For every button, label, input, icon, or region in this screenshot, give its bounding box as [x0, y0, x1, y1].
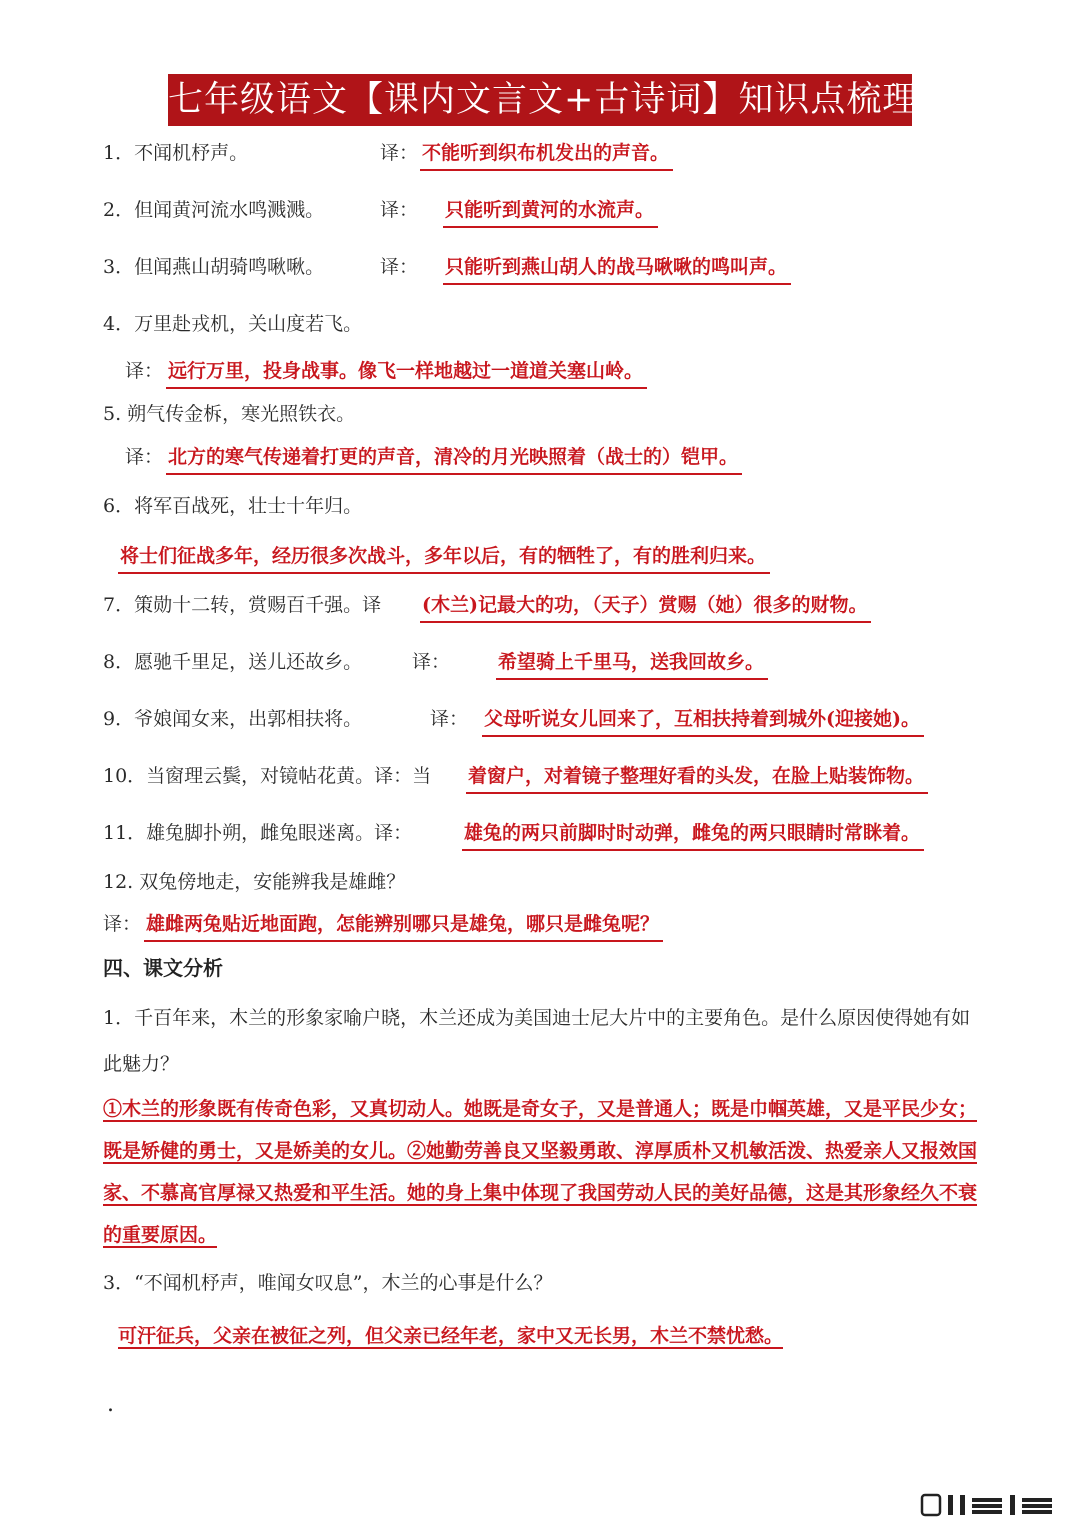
stray-dot: .: [107, 1392, 114, 1417]
question-4: 4．万里赴戎机，关山度若飞。: [103, 313, 363, 335]
question-2: 2．但闻黄河流水鸣溅溅。: [103, 199, 325, 221]
analysis-answer-3-text: 可汗征兵，父亲在被征之列，但父亲已经年老，家中又无长男，木兰不禁忧愁。: [118, 1325, 784, 1347]
page-title: 七年级语文【课内文言文+古诗词】知识点梳理: [168, 74, 912, 126]
answer-5: 北方的寒气传递着打更的声音，清冷的月光映照着（战士的）铠甲。: [166, 443, 742, 475]
answer-9: 父母听说女儿回来了，互相扶持着到城外(迎接她)。: [482, 705, 924, 737]
answer-11: 雄兔的两只前脚时时动弹，雌兔的两只眼睛时常眯着。: [462, 819, 924, 851]
section-heading: 四、课文分析: [103, 956, 223, 980]
analysis-answer-1: [103, 1088, 979, 1256]
translation-label: 译：: [380, 256, 419, 278]
question-12: 12. 双兔傍地走，安能辨我是雄雌？: [103, 871, 406, 893]
watermark-icon: [920, 1492, 1060, 1518]
analysis-answer-1-text: ①木兰的形象既有传奇色彩，又真切动人。她既是奇女子，又是普通人；既是巾帼英雄，又是平民少女；既是矫健的勇士，又是娇美的女儿。②她勤劳善良又坚毅勇敢、淳厚质朴又机敏活泼、热爱亲人又报效国家、不慕高官厚禄又热爱和平生活。她的身上集中体现了我国劳动人民的美好品德，这是其形象经久不衰的重要原因。: [103, 1098, 978, 1246]
question-9: 9．爷娘闻女来，出郭相扶将。: [103, 708, 363, 730]
translation-label: 译：: [380, 142, 419, 164]
answer-4: 远行万里，投身战事。像飞一样地越过一道道关塞山岭。: [166, 357, 647, 389]
answer-7: (木兰)记最大的功，（天子）赏赐（她）很多的财物。: [420, 591, 871, 623]
answer-6: 将士们征战多年，经历很多次战斗，多年以后，有的牺牲了，有的胜利归来。: [118, 542, 770, 574]
translation-label: 译：: [430, 708, 469, 730]
answer-8: 希望骑上千里马，送我回故乡。: [496, 648, 768, 680]
question-6: 6．将军百战死，壮士十年归。: [103, 495, 363, 517]
question-11: 11．雄兔脚扑朔，雌兔眼迷离。译：: [103, 822, 413, 844]
question-5: 5. 朔气传金柝，寒光照铁衣。: [103, 403, 356, 425]
analysis-question-3: 3．“不闻机杼声，唯闻女叹息”，木兰的心事是什么？: [103, 1272, 553, 1294]
answer-2: 只能听到黄河的水流声。: [443, 196, 658, 228]
analysis-answer-3: [118, 1315, 978, 1357]
answer-1: 不能听到织布机发出的声音。: [420, 139, 673, 171]
translation-label: 译：: [125, 360, 164, 382]
answer-12: 雄雌两兔贴近地面跑，怎能辨别哪只是雄兔，哪只是雌兔呢？: [144, 910, 663, 942]
translation-label: 译：: [103, 913, 142, 935]
question-7: 7．策勋十二转，赏赐百千强。译: [103, 594, 382, 616]
translation-label: 译：: [125, 446, 164, 468]
question-3: 3．但闻燕山胡骑鸣啾啾。: [103, 256, 325, 278]
translation-label: 译：: [412, 651, 451, 673]
question-10: 10．当窗理云鬓，对镜帖花黄。译：当: [103, 765, 432, 787]
answer-3: 只能听到燕山胡人的战马啾啾的鸣叫声。: [443, 253, 791, 285]
answer-10: 着窗户，对着镜子整理好看的头发，在脸上贴装饰物。: [466, 762, 928, 794]
watermark-logo: [920, 1492, 1060, 1518]
translation-label: 译：: [380, 199, 419, 221]
analysis-question-1: 1．千百年来，木兰的形象家喻户晓，木兰还成为美国迪士尼大片中的主要角色。是什么原因使得她有如此魅力？: [103, 1007, 971, 1075]
question-1: 1．不闻机杼声。: [103, 142, 249, 164]
question-8: 8．愿驰千里足，送儿还故乡。: [103, 651, 363, 673]
